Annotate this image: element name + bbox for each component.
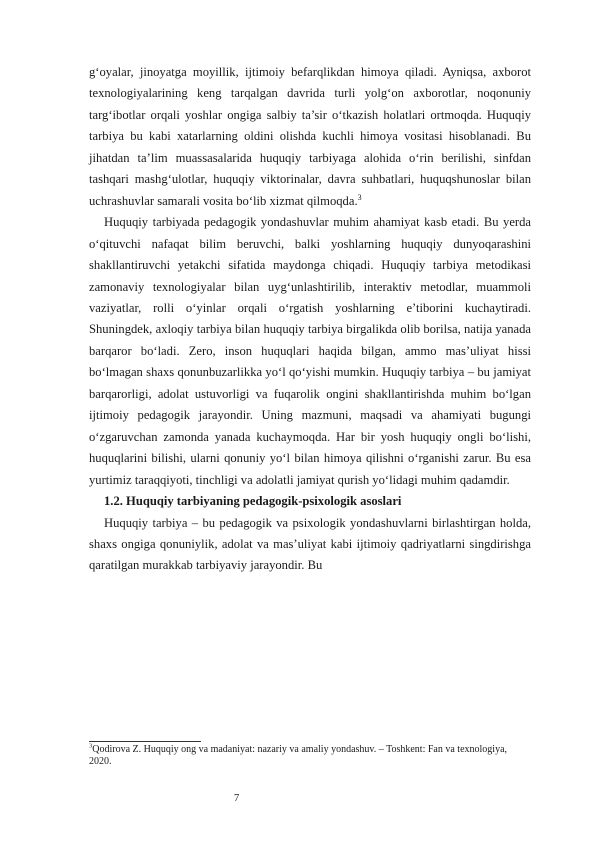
section-heading: 1.2. Huquqiy tarbiyaning pedagogik-psixologik asoslari (104, 494, 402, 509)
body-text (89, 62, 531, 577)
footnote-text: Qodirova Z. Huquqiy ong va madaniyat: nazariy va amaliy yondashuv. – Toshkent: Fan va texnologiya, 2020. (89, 744, 508, 767)
footnote (89, 744, 531, 767)
footnote-number: 3 (89, 742, 93, 750)
paragraph-2: Huquqiy tarbiyada pedagogik yondashuvlar muhim ahamiyat kasb etadi. Bu yerda o‘qituvchi nafaqat bilim beruvchi, balki yoshlarning huquqiy dunyoqarashini shakllantiruvchi yetakchi sifatida maydonga chiqadi. Huquqiy tarbiya metodikasi zamonaviy texnologiyalar bilan uyg‘unlashtirilib, interaktiv metodlar, muammoli vaziyatlar, rolli o‘yinlar orqali o‘rgatish yoshlarning e’tiborini kuchaytiradi. Shuningdek, axloqiy tarbiya bilan huquqiy tarbiya birgalikda olib borilsa, natija yanada barqaror bo‘ladi. Zero, inson huquqlari haqida bilgan, ammo mas’uliyat hissi bo‘lmagan shaxs qonunbuzarlikka yo‘l qo‘yishi mumkin. Huquqiy tarbiya – bu jamiyat barqarorligi, adolat ustuvorligi va fuqarolik ongini shakllantirishda muhim bo‘lgan ijtimoiy pedagogik jarayondir. Uning mazmuni, maqsadi va ahamiyati bugungi o‘zgaruvchan zamonda yanada kuchaymoqda. Har bir yosh huquqiy ongli bo‘lishi, huquqlarini bilishi, ularni qonuniy yo‘l bilan himoya qilishni o‘rganishi zarur. Bu esa yurtimiz taraqqiyoti, tinchligi va adolatli jamiyat qurish yo‘lidagi muhim qadamdir. (89, 215, 531, 487)
page-number: 7 (234, 793, 240, 804)
footnote-reference[interactable]: 3 (357, 192, 362, 202)
paragraph-1 (89, 62, 531, 212)
paragraph-1-text: g‘oyalar, jinoyatga moyillik, ijtimoiy befarqlikdan himoya qiladi. Ayniqsa, axborot texnologiyalarining keng tarqalgan davrida turli yolg‘on axborotlar, noqonuniy targ‘ibotlar orqali yoshlar ongiga salbiy ta’sir o‘tkazish holatlari ortmoqda. Huquqiy tarbiya bu kabi xatarlarning oldini olishda kuchli himoya vositasi hisoblanadi. Bu jihatdan ta’lim muassasalarida huquqiy tarbiyaga alohida o‘rin berilishi, sinfdan tashqari mashg‘ulotlar, huquqiy viktorinalar, davra suhbatlari, huquqshunoslar bilan uchrashuvlar samarali vosita bo‘lib xizmat qilmoqda. (89, 65, 531, 208)
footnote-divider (89, 741, 201, 742)
paragraph-3: Huquqiy tarbiya – bu pedagogik va psixologik yondashuvlarni birlashtirgan holda, shaxs ongiga qonuniylik, adolat va mas’uliyat kabi ijtimoiy qadriyatlarni singdirishga qaratilgan murakkab tarbiyaviy jarayondir. Bu (89, 515, 531, 573)
